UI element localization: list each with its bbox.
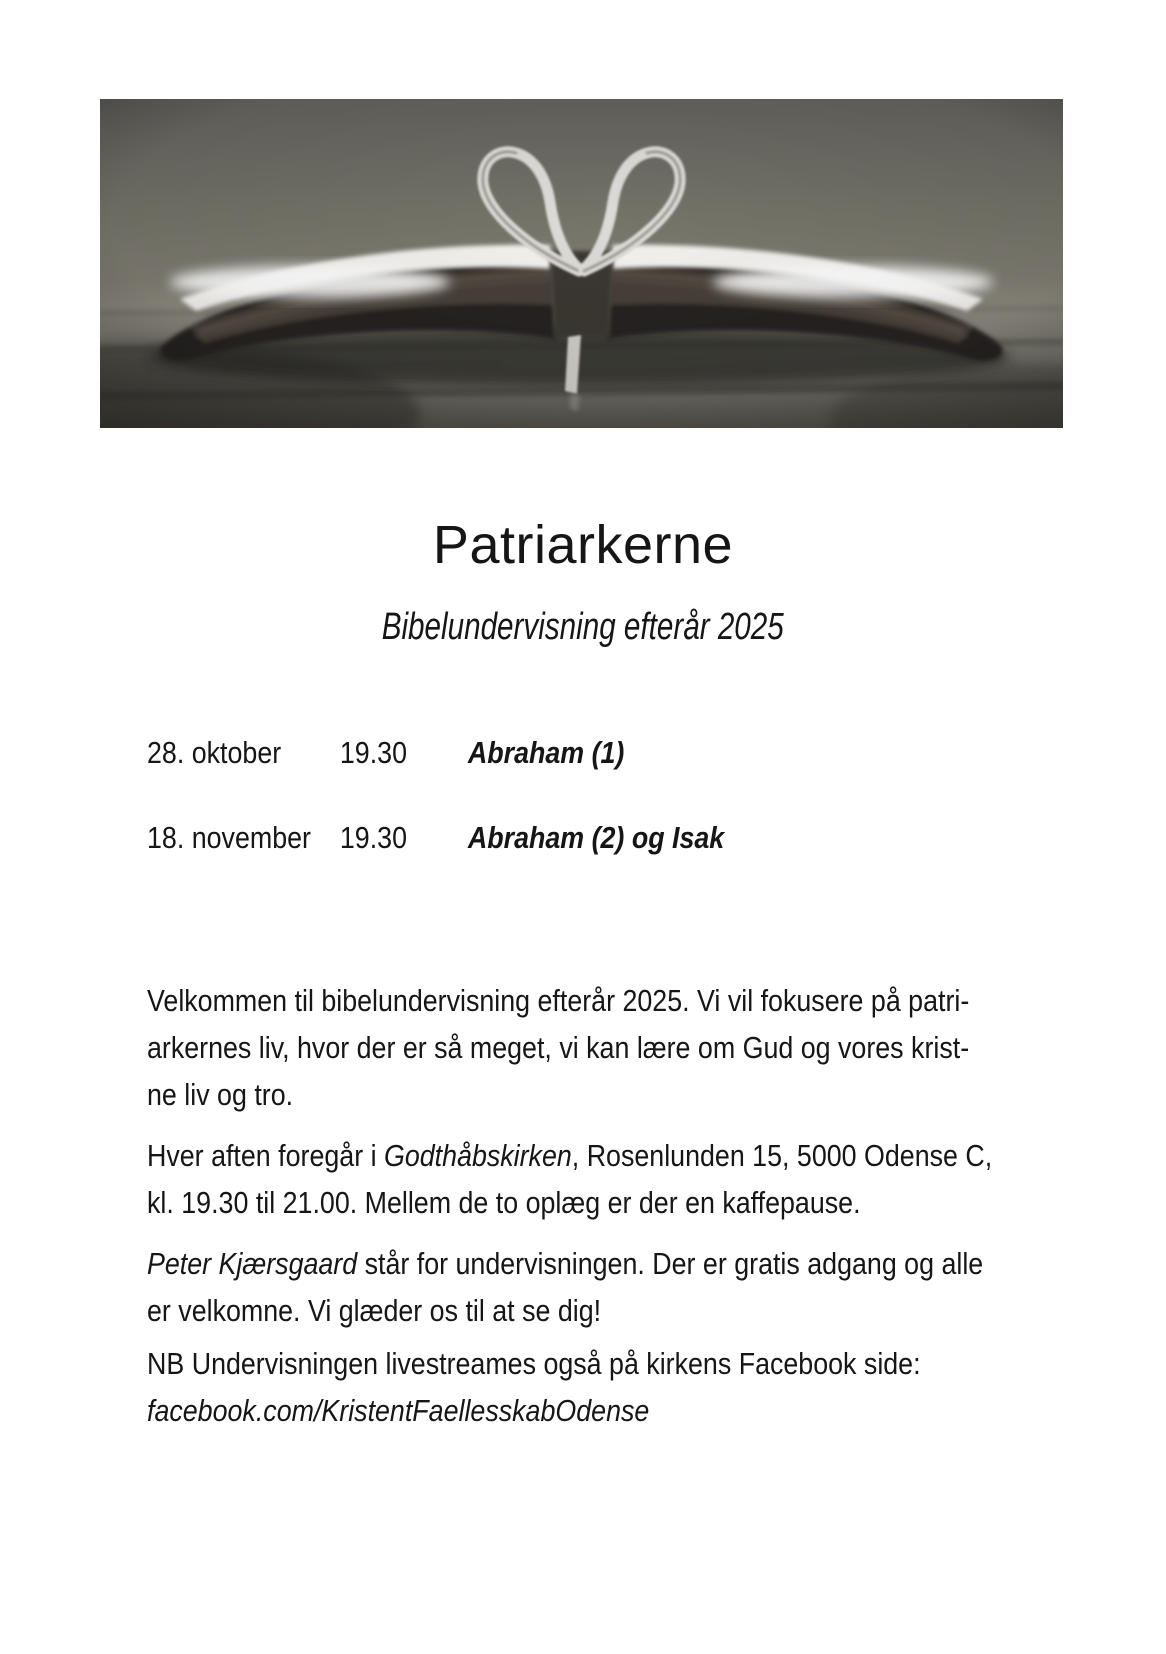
text-run: , Rosenlunden 15, 5000 Odense C, xyxy=(571,1138,993,1173)
schedule-row xyxy=(147,814,814,861)
page-subtitle-row xyxy=(0,603,1166,659)
schedule-date: 18. november xyxy=(147,820,311,855)
open-book-heart-illustration xyxy=(100,99,1063,428)
paragraph-location xyxy=(147,1132,1077,1226)
text-run: Hver aften foregår i xyxy=(147,1138,384,1173)
text-line xyxy=(147,1240,984,1287)
schedule-topic: Abraham (2) og Isak xyxy=(467,820,725,855)
schedule-line xyxy=(147,729,624,776)
schedule-date: 28. oktober xyxy=(147,735,282,770)
teacher-name: Peter Kjærsgaard xyxy=(147,1246,358,1281)
text-line: ne liv og tro. xyxy=(147,1077,294,1112)
schedule-line xyxy=(147,814,724,861)
paragraph-welcome xyxy=(147,977,1077,1118)
paragraph-teacher xyxy=(147,1240,1077,1334)
schedule-time: 19.30 xyxy=(339,735,408,770)
text-line: er velkomne. Vi glæder os til at se dig! xyxy=(147,1293,602,1328)
text-line: NB Undervisningen livestreames også på kirkens Facebook side: xyxy=(147,1346,921,1381)
schedule-row xyxy=(147,729,699,776)
schedule-topic: Abraham (1) xyxy=(467,735,625,770)
text-line: Velkommen til bibelundervisning efterår 2025. Vi vil fokusere på patri- xyxy=(147,983,970,1018)
paragraph-livestream xyxy=(147,1340,1077,1434)
facebook-url: facebook.com/KristentFaellesskabOdense xyxy=(147,1393,650,1428)
page-title: Patriarkerne xyxy=(432,515,734,575)
church-name: Godthåbskirken xyxy=(383,1138,572,1173)
text-line: kl. 19.30 til 21.00. Mellem de to oplæg er der en kaffepause. xyxy=(147,1185,861,1220)
page-subtitle: Bibelundervisning efterår 2025 xyxy=(381,606,785,648)
text-run: står for undervisningen. Der er gratis adgang og alle xyxy=(357,1246,984,1281)
text-line: arkernes liv, hvor der er så meget, vi kan lære om Gud og vores krist- xyxy=(147,1030,970,1065)
photo-vignette xyxy=(100,99,1063,428)
schedule-time: 19.30 xyxy=(339,820,408,855)
text-line xyxy=(147,1132,993,1179)
open-book-heart-photo xyxy=(100,99,1063,428)
